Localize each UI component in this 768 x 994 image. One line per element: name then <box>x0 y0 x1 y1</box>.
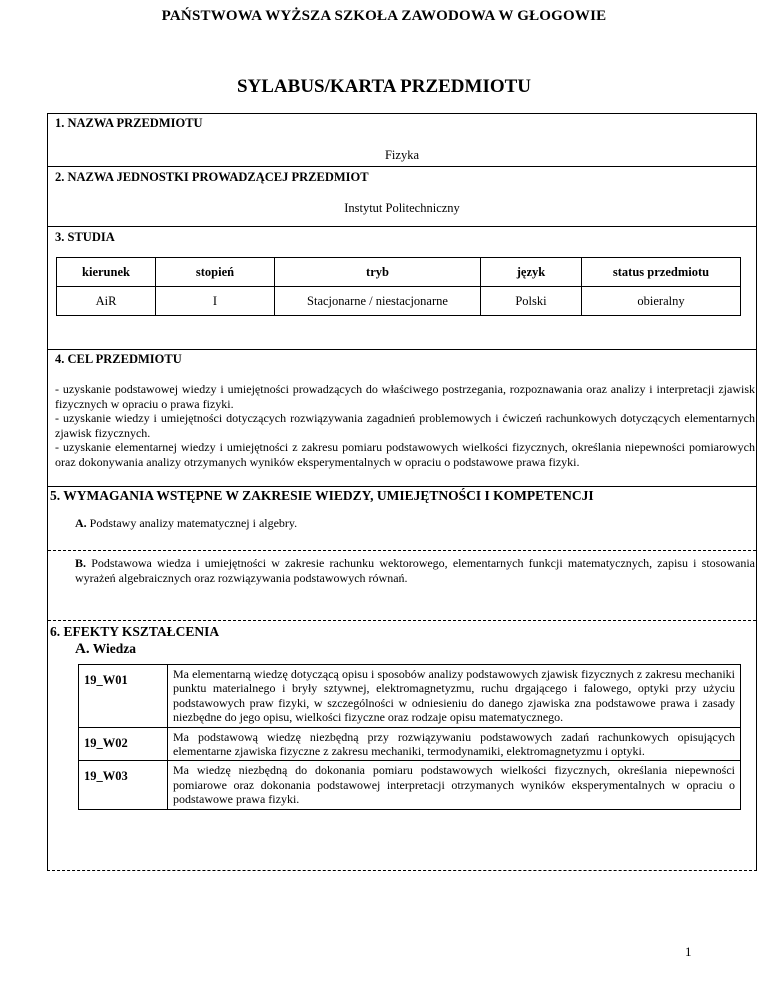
sub-label-prefix: A. <box>75 641 90 657</box>
section-6-label: 6. EFEKTY KSZTAŁCENIA <box>50 624 220 639</box>
section-3-label: 3. STUDIA <box>55 230 115 244</box>
dotted-divider <box>47 870 757 871</box>
table-header-cell: status przedmiotu <box>582 258 741 287</box>
table-cell: Polski <box>481 287 582 316</box>
outcome-description: Ma podstawową wiedzę niezbędną przy rozwiązywaniu podstawowych zadań rachunkowych opisujących elementarne zjawiska fizyczne z zakresu mechaniki, termodynamiki, elektromagnetyzmu i optyki. <box>168 727 741 761</box>
sub-label-text: Wiedza <box>89 641 136 656</box>
requirement-b <box>75 556 755 585</box>
divider <box>47 486 757 487</box>
outcome-code: 19_W02 <box>79 727 168 761</box>
section-6-sub-label <box>75 641 136 658</box>
section-2-label: 2. NAZWA JEDNOSTKI PROWADZĄCEJ PRZEDMIOT <box>55 170 369 184</box>
outcomes-table <box>78 664 741 810</box>
requirement-a-prefix: A. <box>75 516 87 530</box>
outcome-description: Ma wiedzę niezbędną do dokonania pomiaru podstawowych wielkości fizycznych, określania niepewności pomiarowe oraz dokonania podstawowej interpretacji otrzymanych wyników eksperymentalnych w opraciu o podstawowe prawa fizyki. <box>168 761 741 809</box>
table-row <box>79 727 741 761</box>
page-number: 1 <box>685 944 692 959</box>
table-header-cell: stopień <box>156 258 275 287</box>
table-cell: I <box>156 287 275 316</box>
requirement-a-text: Podstawy analizy matematycznej i algebry. <box>86 516 298 530</box>
table-cell: obieralny <box>582 287 741 316</box>
subject-name: Fizyka <box>384 148 420 162</box>
table-cell: Stacjonarne / niestacjonarne <box>275 287 481 316</box>
table-row <box>79 761 741 809</box>
outcome-code: 19_W01 <box>79 665 168 728</box>
divider <box>47 349 757 350</box>
requirement-b-text: Podstawowa wiedza i umiejętności w zakresie rachunku wektorowego, elementarnych funkcji matematycznych, zapisu i stosowania wyrażeń algebraicznych oraz rozwiązywania podstawowych równań. <box>75 556 755 585</box>
divider <box>47 226 757 227</box>
outcome-description: Ma elementarną wiedzę dotyczącą opisu i sposobów analizy podstawowych zjawisk fizycznych z zakresu mechaniki punktu materialnego i bryły sztywnej, elektromagnetyzmu, ruchu drgającego i falowego, optyki przy użyciu podstawowych praw fizyki, w szczególności w odniesieniu do danego zjawiska zna podstawowe prawa i zasady niezbędne do jego opisu, wielkości fizyczne oraz rodzaje opisu matematycznego. <box>168 665 741 728</box>
unit-name: Instytut Politechniczny <box>344 201 460 215</box>
section-4-label: 4. CEL PRZEDMIOTU <box>55 352 182 366</box>
outcome-code: 19_W03 <box>79 761 168 809</box>
requirement-b-prefix: B. <box>75 556 87 570</box>
section-5-label: 5. WYMAGANIA WSTĘPNE W ZAKRESIE WIEDZY, UMIEJĘTNOŚCI I KOMPETENCJI <box>50 488 594 503</box>
table-row <box>57 287 741 316</box>
page-title: SYLABUS/KARTA PRZEDMIOTU <box>236 76 532 97</box>
table-row <box>79 665 741 728</box>
dotted-divider <box>48 620 756 621</box>
studies-table <box>56 257 741 316</box>
table-header-cell: tryb <box>275 258 481 287</box>
table-cell: AiR <box>57 287 156 316</box>
divider <box>47 166 757 167</box>
requirement-a <box>75 516 755 531</box>
university-name: PAŃSTWOWA WYŻSZA SZKOŁA ZAWODOWA W GŁOGOWIE <box>161 8 607 24</box>
dotted-divider <box>48 550 756 551</box>
table-header-row <box>57 258 741 287</box>
table-header-cell: kierunek <box>57 258 156 287</box>
course-goals-text: - uzyskanie podstawowej wiedzy i umiejętności prowadzących do właściwego postrzegania, rozpoznawania oraz analizy i interpretacji zjawisk fizycznych w opraciu o prawa fizyki. - uzyskanie wiedzy i umiejętności dotyczących rozwiązywania zagadnień problemowych i ćwiczeń rachunkowych dotyczących elementarnych zjawisk fizycznych. - uzyskanie elementarnej wiedzy i umiejętności z zakresu pomiaru podstawowych wielkości fizycznych, określania niepewności pomiarowych oraz dokonywania analizy otrzymanych wyników eksperymentalnych w opraciu o podstawowe prawa fizyki. <box>55 382 755 469</box>
section-1-label: 1. NAZWA PRZEDMIOTU <box>55 116 203 130</box>
table-header-cell: język <box>481 258 582 287</box>
